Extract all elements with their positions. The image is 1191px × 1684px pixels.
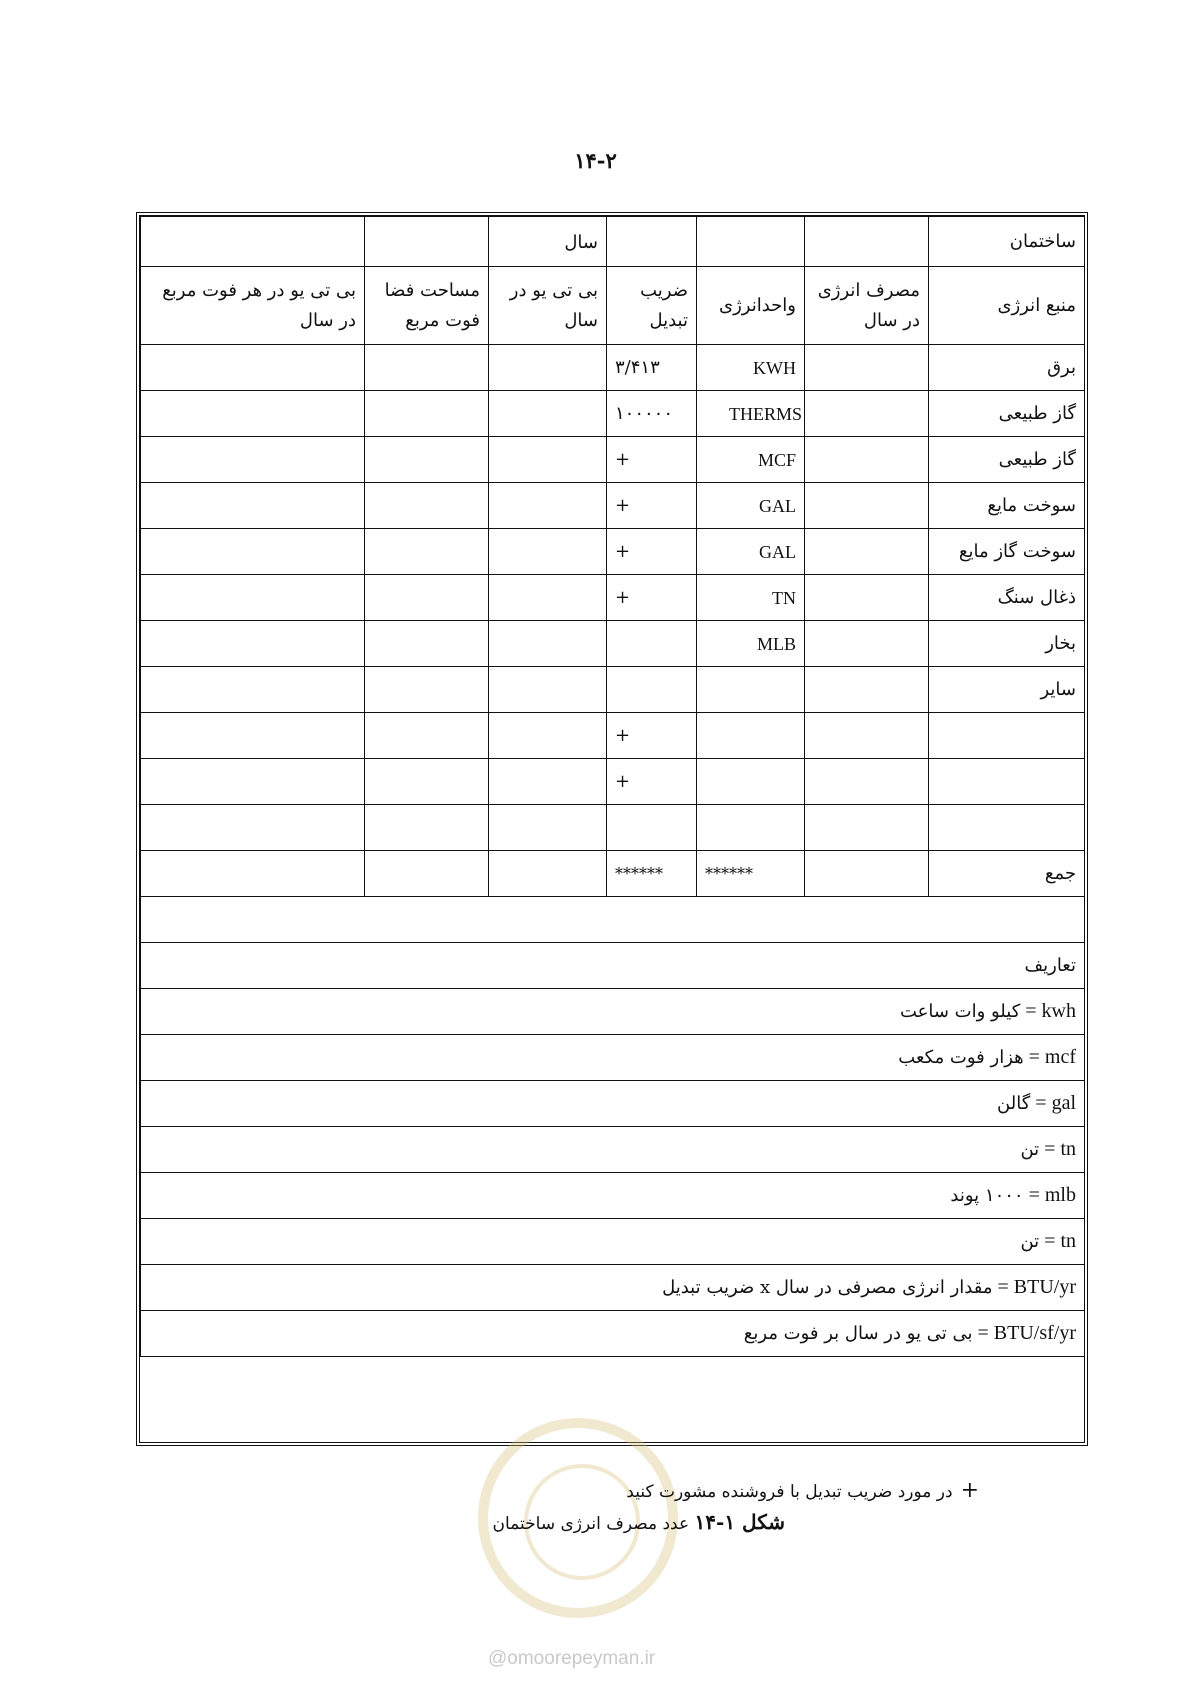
table-row [141, 575, 1085, 621]
table-row [141, 529, 1085, 575]
factor-cell: ****** [607, 851, 697, 897]
col-header-source: منبع انرژی [929, 267, 1085, 345]
definition-cell: mcf = هزار فوت مکعب [141, 1035, 1085, 1081]
unit-cell [697, 713, 805, 759]
consumption-cell [805, 437, 929, 483]
definitions-title: تعاریف [141, 943, 1085, 989]
area-cell [365, 759, 489, 805]
blank-row [141, 897, 1085, 943]
definition-meaning: ۱۰۰۰ پوند [950, 1185, 1024, 1206]
factor-cell: ۳/۴۱۳ [607, 345, 697, 391]
btu-year-cell [489, 759, 607, 805]
area-cell [365, 713, 489, 759]
definitions-title-row [141, 943, 1085, 989]
footnote [626, 1478, 979, 1503]
definition-row [141, 1035, 1085, 1081]
area-cell [365, 667, 489, 713]
btu-year-cell [489, 391, 607, 437]
definition-meaning: تن [1020, 1139, 1040, 1160]
source-cell: ذغال سنگ [929, 575, 1085, 621]
definition-term: BTU/sf/yr [993, 1322, 1076, 1344]
col-header-unit: واحدانرژی [697, 267, 805, 345]
btu-sqft-cell [141, 529, 365, 575]
unit-cell [697, 667, 805, 713]
unit-cell: MCF [697, 437, 805, 483]
table-row [141, 391, 1085, 437]
btu-year-cell [489, 483, 607, 529]
table-row [141, 621, 1085, 667]
btu-sqft-cell [141, 667, 365, 713]
factor-cell: ۱۰۰۰۰۰ [607, 391, 697, 437]
consumption-cell [805, 759, 929, 805]
definition-term: gal [1051, 1092, 1076, 1114]
source-cell [929, 805, 1085, 851]
btu-sqft-cell [141, 437, 365, 483]
definition-cell: mlb = ۱۰۰۰ پوند [141, 1173, 1085, 1219]
btu-sqft-cell [141, 805, 365, 851]
footnote-text: در مورد ضریب تبدیل با فروشنده مشورت کنید [626, 1482, 953, 1502]
consumption-cell [805, 621, 929, 667]
table-header-row-1 [141, 217, 1085, 267]
factor-cell [607, 667, 697, 713]
factor-cell: + [607, 713, 697, 759]
definition-term: mcf [1044, 1046, 1076, 1068]
btu-sqft-cell [141, 483, 365, 529]
btu-sqft-cell [141, 713, 365, 759]
definition-cell: tn = تن [141, 1127, 1085, 1173]
caption-figure-number: شکل ۱-۱۴ [694, 1510, 785, 1534]
total-label: جمع [929, 851, 1085, 897]
unit-cell: GAL [697, 483, 805, 529]
header-empty-cell [607, 217, 697, 267]
table-row [141, 345, 1085, 391]
btu-sqft-cell [141, 759, 365, 805]
definition-meaning: گالن [997, 1093, 1031, 1114]
table-row [141, 667, 1085, 713]
btu-year-cell [489, 851, 607, 897]
page-number: ۱۴-۲ [574, 148, 617, 173]
area-cell [365, 529, 489, 575]
btu-year-cell [489, 575, 607, 621]
col-header-btu-sqft: بی تی یو در هر فوت مربع در سال [141, 267, 365, 345]
unit-cell [697, 759, 805, 805]
unit-cell [697, 805, 805, 851]
definition-cell: tn = تن [141, 1219, 1085, 1265]
unit-cell: ****** [697, 851, 805, 897]
unit-cell: THERMS [697, 391, 805, 437]
unit-cell: GAL [697, 529, 805, 575]
definition-meaning: تن [1020, 1231, 1040, 1252]
source-cell: سایر [929, 667, 1085, 713]
source-cell: گاز طبیعی [929, 437, 1085, 483]
definition-meaning: کیلو وات ساعت [899, 1001, 1021, 1022]
btu-year-cell [489, 805, 607, 851]
btu-year-cell [489, 345, 607, 391]
area-cell [365, 805, 489, 851]
definition-cell: BTU/yr = مقدار انرژی مصرفی در سال x ضریب تبدیل [141, 1265, 1085, 1311]
footnote-symbol: + [960, 1478, 979, 1503]
definition-term: mlb [1044, 1184, 1076, 1206]
consumption-cell [805, 391, 929, 437]
btu-sqft-cell [141, 851, 365, 897]
factor-cell: + [607, 759, 697, 805]
table-row [141, 483, 1085, 529]
source-cell [929, 759, 1085, 805]
btu-year-cell [489, 667, 607, 713]
definition-term: tn [1060, 1138, 1076, 1160]
consumption-cell [805, 667, 929, 713]
definition-term: tn [1060, 1230, 1076, 1252]
definition-meaning: هزار فوت مکعب [898, 1047, 1024, 1068]
definition-row [141, 1311, 1085, 1357]
header-empty-cell [141, 217, 365, 267]
factor-cell: + [607, 529, 697, 575]
area-cell [365, 437, 489, 483]
btu-year-cell [489, 437, 607, 483]
factor-cell [607, 805, 697, 851]
consumption-cell [805, 713, 929, 759]
table-row [141, 713, 1085, 759]
btu-sqft-cell [141, 391, 365, 437]
header-empty-cell [697, 217, 805, 267]
definition-term: kwh [1041, 1000, 1076, 1022]
definition-term: BTU/yr [1013, 1276, 1076, 1298]
total-row [141, 851, 1085, 897]
definition-cell: BTU/sf/yr = بی تی یو در سال بر فوت مربع [141, 1311, 1085, 1357]
building-value-cell [805, 217, 929, 267]
watermark-url: @omoorepeyman.ir [488, 1648, 656, 1669]
definition-row [141, 1219, 1085, 1265]
source-cell [929, 713, 1085, 759]
source-cell: برق [929, 345, 1085, 391]
definition-row [141, 989, 1085, 1035]
area-cell [365, 621, 489, 667]
definition-cell: gal = گالن [141, 1081, 1085, 1127]
definition-row [141, 1081, 1085, 1127]
factor-cell: + [607, 483, 697, 529]
year-value-cell [365, 217, 489, 267]
table-row [141, 805, 1085, 851]
col-header-factor: ضریب تبدیل [607, 267, 697, 345]
factor-cell: + [607, 575, 697, 621]
source-cell: سوخت مایع [929, 483, 1085, 529]
consumption-cell [805, 529, 929, 575]
area-cell [365, 851, 489, 897]
source-cell: سوخت گاز مایع [929, 529, 1085, 575]
consumption-cell [805, 483, 929, 529]
definition-row [141, 1127, 1085, 1173]
unit-cell: TN [697, 575, 805, 621]
consumption-cell [805, 345, 929, 391]
consumption-cell [805, 851, 929, 897]
btu-year-cell [489, 529, 607, 575]
consumption-cell [805, 575, 929, 621]
source-cell: بخار [929, 621, 1085, 667]
area-cell [365, 391, 489, 437]
consumption-cell [805, 805, 929, 851]
definition-row [141, 1173, 1085, 1219]
caption-text: عدد مصرف انرژی ساختمان [492, 1514, 690, 1534]
col-header-btu-year: بی تی یو در سال [489, 267, 607, 345]
btu-year-cell [489, 621, 607, 667]
year-label: سال [489, 217, 607, 267]
area-cell [365, 345, 489, 391]
energy-consumption-table [140, 216, 1085, 1357]
table-row [141, 759, 1085, 805]
blank-cell [141, 897, 1085, 943]
col-header-area: مساحت فضا فوت مربع [365, 267, 489, 345]
figure-caption [493, 1510, 785, 1534]
definition-meaning: مقدار انرژی مصرفی در سال x ضریب تبدیل [662, 1277, 993, 1298]
area-cell [365, 575, 489, 621]
table-header-row-2 [141, 267, 1085, 345]
btu-sqft-cell [141, 345, 365, 391]
factor-cell [607, 621, 697, 667]
factor-cell: + [607, 437, 697, 483]
col-header-consumption: مصرف انرژی در سال [805, 267, 929, 345]
definition-row [141, 1265, 1085, 1311]
btu-year-cell [489, 713, 607, 759]
building-label: ساختمان [929, 217, 1085, 267]
table-row [141, 437, 1085, 483]
unit-cell: KWH [697, 345, 805, 391]
definition-cell: kwh = کیلو وات ساعت [141, 989, 1085, 1035]
unit-cell: MLB [697, 621, 805, 667]
definition-meaning: بی تی یو در سال بر فوت مربع [743, 1323, 973, 1344]
area-cell [365, 483, 489, 529]
source-cell: گاز طبیعی [929, 391, 1085, 437]
btu-sqft-cell [141, 621, 365, 667]
btu-sqft-cell [141, 575, 365, 621]
